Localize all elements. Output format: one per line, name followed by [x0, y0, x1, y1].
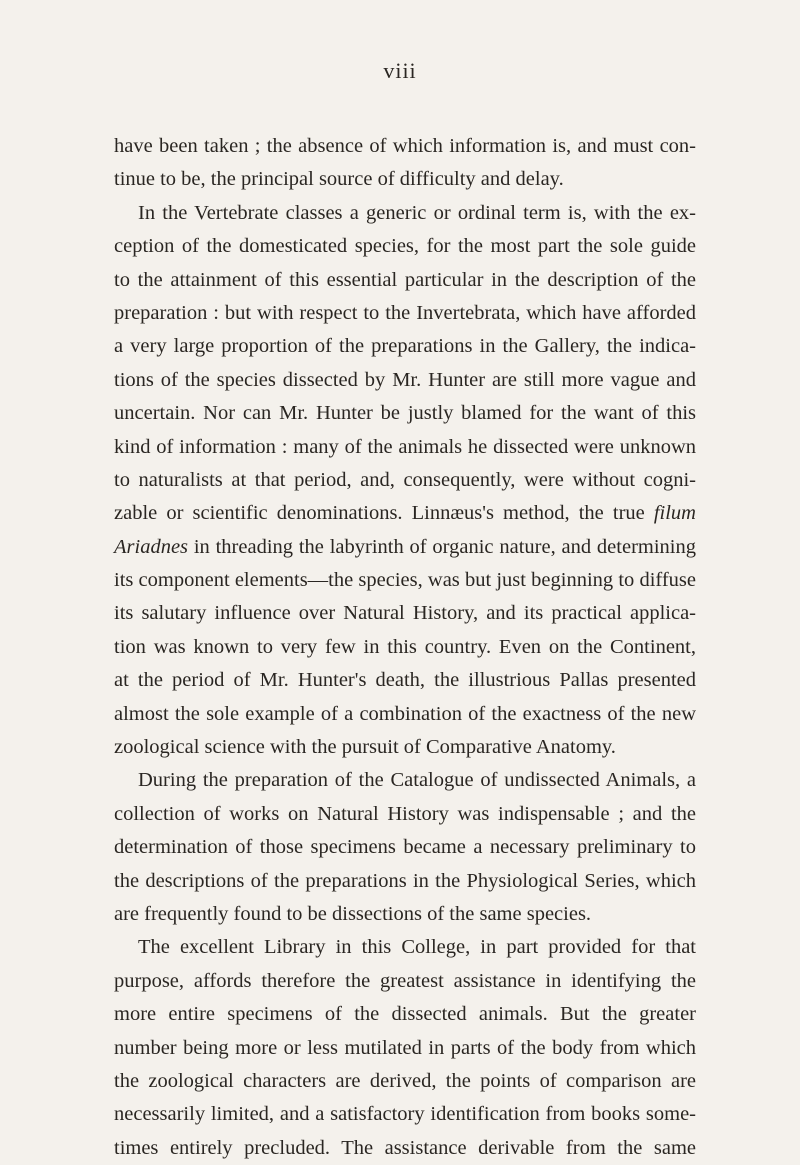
text-line: [114, 965, 696, 998]
text-line: [114, 364, 696, 397]
text-line: [114, 631, 696, 664]
line-text: kind of information : many of the animals he dissected were unknown: [114, 435, 696, 458]
text-line: [114, 130, 696, 163]
text-line: [114, 197, 696, 230]
text-line: [114, 798, 696, 831]
line-text: tinue to be, the principal source of difficulty and delay.: [114, 168, 564, 191]
line-text: have been taken ; the absence of which information is, and must con-: [114, 135, 696, 157]
text-line: [114, 230, 696, 263]
text-line: [114, 531, 696, 564]
line-text: the zoological characters are derived, the points of comparison are: [114, 1069, 696, 1092]
text-line: [114, 264, 696, 297]
line-text: collection of works on Natural History was indispensable ; and the: [114, 802, 696, 825]
text-line: [114, 998, 696, 1031]
line-text: number being more or less mutilated in parts of the body from which: [114, 1036, 696, 1059]
text-line: [114, 297, 696, 330]
text-line: [114, 698, 696, 731]
line-text: to the attainment of this essential particular in the description of the: [114, 268, 696, 291]
line-text: times entirely precluded. The assistance derivable from the same: [114, 1136, 696, 1159]
page-number: viii: [383, 58, 417, 83]
line-text: at the period of Mr. Hunter's death, the illustrious Pallas presented: [114, 669, 696, 692]
italic-phrase: Ariadnes: [114, 535, 189, 558]
line-text: tions of the species dissected by Mr. Hunter are still more vague and: [114, 368, 696, 391]
line-text: more entire specimens of the dissected animals. But the greater: [114, 1003, 696, 1026]
text-line: [114, 163, 696, 196]
text-line: [114, 831, 696, 864]
line-text: almost the sole example of a combination of the exactness of the new: [114, 702, 696, 725]
line-text: a very large proportion of the preparations in the Gallery, the indica-: [114, 335, 696, 358]
text-line: [114, 397, 696, 430]
text-line: [114, 1032, 696, 1065]
line-text: uncertain. Nor can Mr. Hunter be justly blamed for the want of this: [114, 402, 696, 425]
text-line: [114, 664, 696, 697]
text-line: [114, 564, 696, 597]
line-text: the descriptions of the preparations in the Physiological Series, which: [114, 869, 696, 892]
line-text: to naturalists at that period, and, consequently, were without cogni-: [114, 468, 696, 491]
line-text: During the preparation of the Catalogue of undissected Animals, a: [138, 769, 696, 792]
line-text: ception of the domesticated species, for the most part the sole guide: [114, 235, 696, 258]
line-text: purpose, affords therefore the greatest assistance in identifying the: [114, 969, 696, 992]
text-line: [114, 1098, 696, 1131]
text-line: [114, 931, 696, 964]
text-line: [114, 597, 696, 630]
text-line: [114, 431, 696, 464]
body-text: [114, 130, 696, 1165]
text-line: [114, 865, 696, 898]
line-text: necessarily limited, and a satisfactory identification from books some-: [114, 1103, 696, 1126]
line-text: zable or scientific denominations. Linnæus's method, the true: [114, 502, 645, 525]
line-text: In the Vertebrate classes a generic or ordinal term is, with the ex-: [138, 201, 696, 224]
text-line: [114, 898, 696, 931]
line-text: tion was known to very few in this country. Even on the Continent,: [114, 635, 696, 658]
line-text: zoological science with the pursuit of Comparative Anatomy.: [114, 736, 616, 759]
text-line: [114, 764, 696, 797]
text-line: [114, 731, 696, 764]
line-text: are frequently found to be dissections of the same species.: [114, 902, 592, 925]
line-text: determination of those specimens became a necessary preliminary to: [114, 836, 696, 859]
italic-phrase: filum: [653, 502, 696, 525]
line-text: its salutary influence over Natural History, and its practical applica-: [114, 602, 696, 625]
text-line: [114, 330, 696, 363]
text-line: [114, 1132, 696, 1165]
text-line: [114, 464, 696, 497]
line-text: preparation : but with respect to the Invertebrata, which have afforded: [114, 301, 696, 324]
line-text: in threading the labyrinth of organic nature, and determining: [188, 535, 696, 558]
line-text: The excellent Library in this College, in part provided for that: [138, 936, 696, 959]
text-line: [114, 497, 696, 530]
text-line: [114, 1065, 696, 1098]
line-text: its component elements—the species, was but just beginning to diffuse: [114, 569, 696, 592]
